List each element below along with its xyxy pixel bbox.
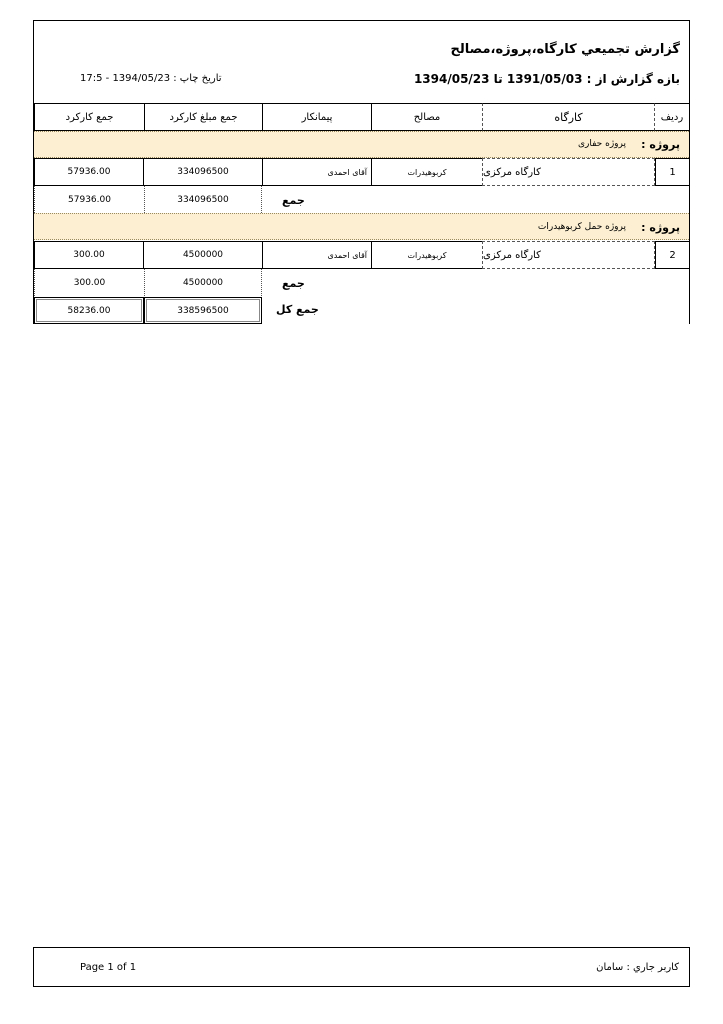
- subtotal-work: 300.00: [34, 269, 144, 296]
- col-header-workshop: کارگاه: [482, 103, 655, 131]
- project-label: پروژه :: [641, 221, 680, 234]
- cell-row-no: 2: [655, 241, 690, 269]
- cell-contractor: آقای احمدی: [262, 241, 372, 269]
- page-number: Page 1 of 1: [80, 962, 137, 973]
- cell-row-no: 1: [655, 158, 690, 186]
- subtotal-amount: 4500000: [144, 269, 262, 296]
- print-date: تاریخ چاپ : 1394/05/23 - 17:5: [80, 73, 222, 84]
- cell-contractor: آقای احمدی: [262, 158, 372, 186]
- project-name: پروژه حمل کربوهیدرات: [537, 222, 626, 232]
- project-name: پروژه حفاری: [578, 139, 626, 149]
- project-label: پروژه :: [641, 138, 680, 151]
- cell-workshop: کارگاه مرکزی: [482, 158, 655, 186]
- subtotal-label: جمع: [282, 277, 305, 290]
- col-header-work-sum: جمع کارکرد: [34, 103, 144, 131]
- report-range: بازه گزارش از : 1391/05/03 تا 1394/05/23: [413, 72, 680, 86]
- subtotal-label: جمع: [282, 194, 305, 207]
- col-header-amount-sum: جمع مبلغ کارکرد: [144, 103, 262, 131]
- subtotal-amount: 334096500: [144, 186, 262, 213]
- cell-amount: 4500000: [144, 241, 262, 269]
- grand-total-label: جمع کل: [276, 303, 319, 316]
- current-user: کاربر جاري : سامان: [596, 962, 679, 973]
- report-footer: [33, 947, 690, 987]
- cell-workshop: کارگاه مرکزی: [482, 241, 655, 269]
- cell-material: کربوهیدرات: [372, 158, 482, 186]
- cell-amount: 334096500: [144, 158, 262, 186]
- cell-material: کربوهیدرات: [372, 241, 482, 269]
- cell-work: 57936.00: [34, 158, 144, 186]
- cell-work: 300.00: [34, 241, 144, 269]
- col-header-row: ردیف: [655, 103, 690, 131]
- report-title: گزارش تجمیعي کارگاه،پروژه،مصالح: [450, 42, 680, 57]
- col-header-material: مصالح: [372, 103, 482, 131]
- col-header-contractor: پیمانکار: [262, 103, 372, 131]
- grand-total-amount: 338596500: [144, 297, 262, 324]
- subtotal-work: 57936.00: [34, 186, 144, 213]
- grand-total-work: 58236.00: [34, 297, 144, 324]
